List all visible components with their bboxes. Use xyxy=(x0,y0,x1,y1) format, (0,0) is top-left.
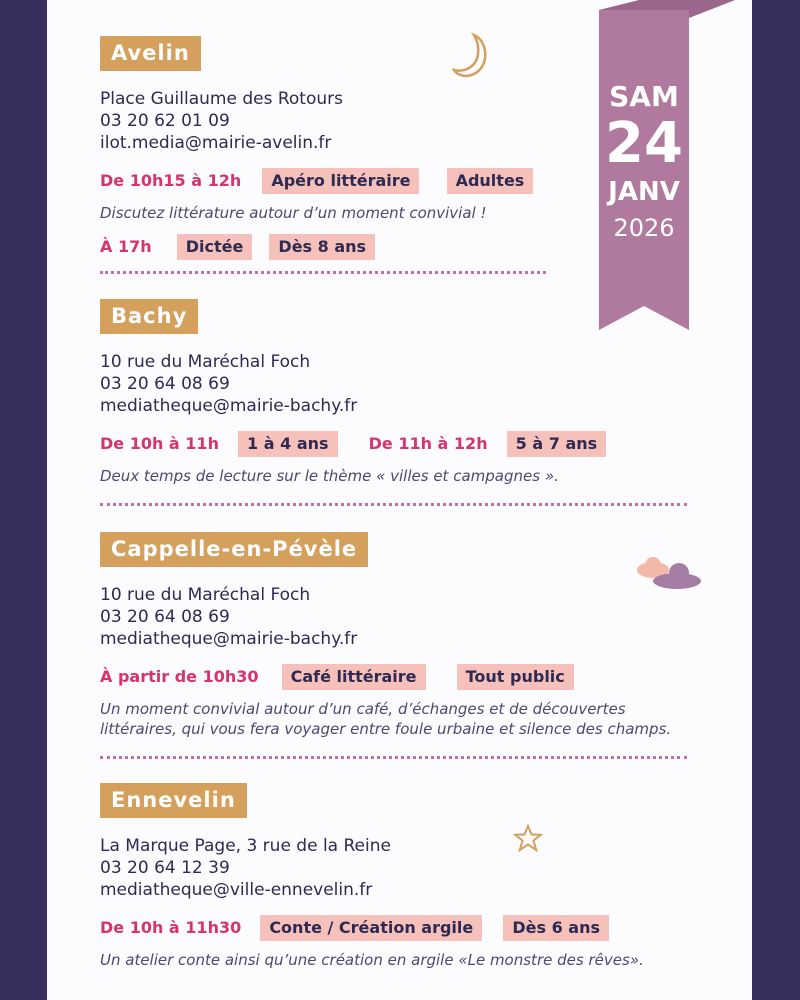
address-block xyxy=(100,584,671,650)
event-row xyxy=(100,663,671,691)
town-label: Cappelle-en-Pévèle xyxy=(100,532,368,567)
audience-tag: 1 à 4 ans xyxy=(238,431,337,457)
event-description xyxy=(100,699,671,739)
section-bachy xyxy=(100,299,606,486)
town-label: Ennevelin xyxy=(100,783,247,818)
description-line: Un moment convivial autour d’un café, d’échanges et de découvertes xyxy=(100,700,626,718)
event-tag: Café littéraire xyxy=(282,664,426,690)
phone: 03 20 62 01 09 xyxy=(100,111,230,131)
email: mediatheque@mairie-bachy.fr xyxy=(100,629,358,649)
date-year: 2026 xyxy=(613,214,675,242)
address: Place Guillaume des Rotours xyxy=(100,89,343,109)
phone: 03 20 64 08 69 xyxy=(100,607,230,627)
date-month: JANV xyxy=(608,177,680,207)
address-block xyxy=(100,835,644,901)
address-block xyxy=(100,351,606,417)
address: 10 rue du Maréchal Foch xyxy=(100,585,311,605)
audience-tag: Dès 6 ans xyxy=(503,915,609,941)
town-label: Bachy xyxy=(100,299,198,334)
event-time: De 11h à 12h xyxy=(368,434,488,453)
town-label: Avelin xyxy=(100,36,201,71)
event-row xyxy=(100,914,644,942)
phone: 03 20 64 08 69 xyxy=(100,374,230,394)
section-ennevelin xyxy=(100,783,644,970)
date-weekday: SAM xyxy=(609,80,679,113)
program-page xyxy=(47,0,752,1000)
audience-tag: 5 à 7 ans xyxy=(507,431,606,457)
address-block xyxy=(100,88,533,154)
divider xyxy=(100,503,687,506)
email: mediatheque@mairie-bachy.fr xyxy=(100,396,358,416)
section-avelin xyxy=(100,36,533,261)
event-row xyxy=(100,167,533,195)
event-description: Discutez littérature autour d’un moment convivial ! xyxy=(100,204,487,222)
event-description: Deux temps de lecture sur le thème « villes et campagnes ». xyxy=(100,467,559,485)
email: ilot.media@mairie-avelin.fr xyxy=(100,133,332,153)
audience-tag: Tout public xyxy=(457,664,574,690)
event-time: De 10h à 11h30 xyxy=(100,918,242,937)
event-row xyxy=(100,233,533,261)
date-day: 24 xyxy=(605,111,683,176)
event-time: De 10h à 11h xyxy=(100,434,219,453)
divider xyxy=(100,756,687,759)
description-line: littéraires, qui vous fera voyager entre foule urbaine et silence des champs. xyxy=(100,720,672,738)
audience-tag: Dès 8 ans xyxy=(269,234,375,260)
event-time: À 17h xyxy=(100,237,152,256)
address: La Marque Page, 3 rue de la Reine xyxy=(100,836,391,856)
address: 10 rue du Maréchal Foch xyxy=(100,352,311,372)
event-row xyxy=(100,430,606,458)
event-description: Un atelier conte ainsi qu’une création en argile «Le monstre des rêves». xyxy=(100,951,644,969)
phone: 03 20 64 12 39 xyxy=(100,858,230,878)
event-tag: Dictée xyxy=(177,234,253,260)
divider xyxy=(100,271,546,274)
event-time: À partir de 10h30 xyxy=(100,667,259,686)
email: mediatheque@ville-ennevelin.fr xyxy=(100,880,373,900)
section-cappelle-en-pevele xyxy=(100,532,671,739)
audience-tag: Adultes xyxy=(447,168,534,194)
event-time: De 10h15 à 12h xyxy=(100,171,242,190)
event-tag: Apéro littéraire xyxy=(262,168,419,194)
event-tag: Conte / Création argile xyxy=(260,915,482,941)
